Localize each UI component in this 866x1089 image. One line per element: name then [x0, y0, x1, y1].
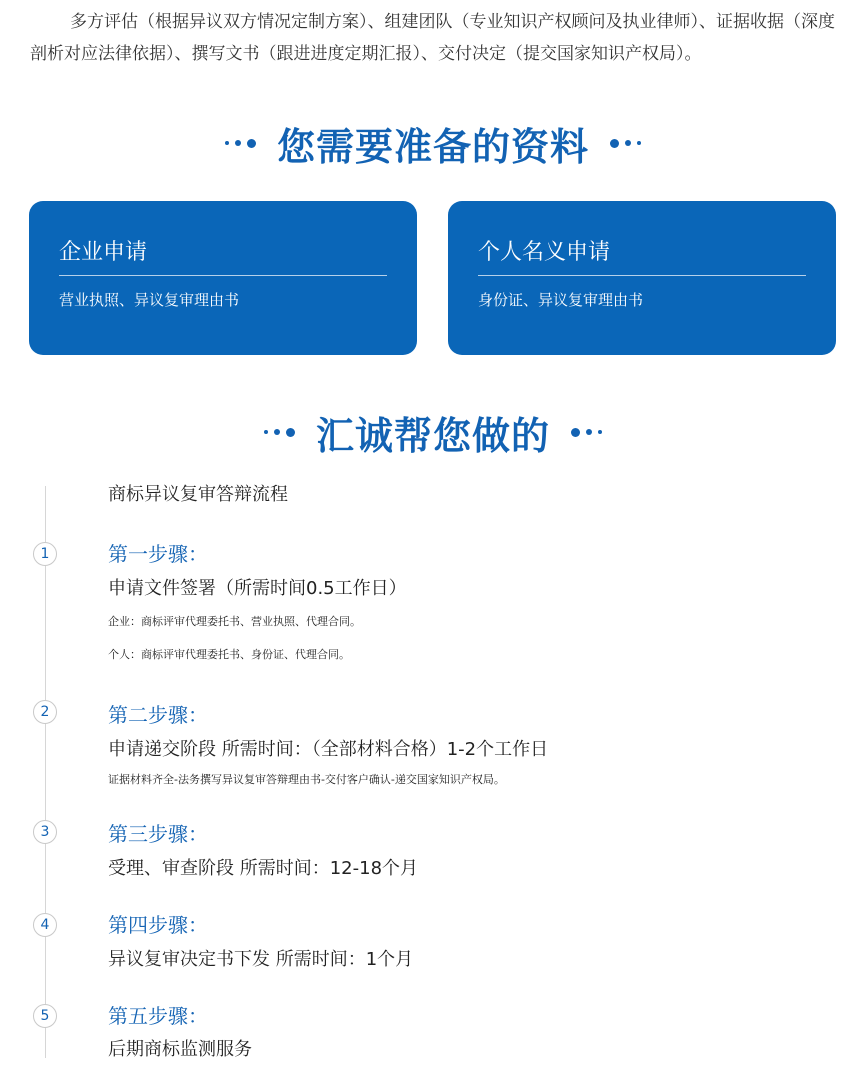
flow-title: 商标异议复审答辩流程 — [108, 484, 288, 505]
card-title: 个人名义申请 — [478, 240, 611, 265]
step-label: 第四步骤： — [108, 913, 208, 937]
timeline-line — [45, 486, 46, 1058]
step-number-badge: 4 — [33, 913, 57, 937]
step-number-badge: 3 — [33, 820, 57, 844]
intro-paragraph: 多方评估（根据异议双方情况定制方案）、组建团队（专业知识产权顾问及执业律师）、证据收据（深度剖析对应法律依据）、撰写文书（跟进进度定期汇报）、交付决定（提交国家知识产权局）。 — [30, 12, 835, 64]
dots-left-decoration — [222, 139, 259, 148]
card-enterprise — [29, 201, 417, 355]
dots-left-decoration — [261, 428, 298, 437]
step-description: 异议复审决定书下发 所需时间：1个月 — [108, 949, 414, 970]
card-desc: 身份证、异议复审理由书 — [478, 291, 644, 309]
materials-title: 您需要准备的资料 — [276, 124, 589, 169]
step-number-badge: 1 — [33, 542, 57, 566]
materials-heading — [0, 115, 866, 171]
step-note: 个人：商标评审代理委托书、身份证、代理合同。 — [108, 648, 350, 661]
step-label: 第三步骤： — [108, 822, 208, 846]
step-description: 申请文件签署（所需时间0.5工作日） — [108, 578, 407, 599]
step-description: 申请递交阶段 所需时间：（全部材料合格）1-2个工作日 — [108, 739, 549, 760]
step-label: 第二步骤： — [108, 703, 208, 727]
dots-right-decoration — [568, 428, 605, 437]
help-heading — [0, 404, 866, 460]
step-description: 受理、审查阶段 所需时间：12-18个月 — [108, 858, 419, 879]
dots-right-decoration — [607, 139, 644, 148]
help-title: 汇诚帮您做的 — [315, 413, 550, 458]
step-note: 证据材料齐全-法务撰写异议复审答辩理由书-交付客户确认-递交国家知识产权局。 — [108, 773, 505, 786]
card-title: 企业申请 — [59, 240, 148, 265]
step-number-badge: 5 — [33, 1004, 57, 1028]
card-individual — [448, 201, 836, 355]
card-divider — [478, 275, 806, 276]
card-divider — [59, 275, 387, 276]
card-desc: 营业执照、异议复审理由书 — [59, 291, 240, 309]
step-number-badge: 2 — [33, 700, 57, 724]
step-label: 第一步骤： — [108, 542, 208, 566]
step-description: 后期商标监测服务 — [108, 1039, 252, 1060]
step-note: 企业：商标评审代理委托书、营业执照、代理合同。 — [108, 615, 361, 628]
step-label: 第五步骤： — [108, 1004, 208, 1028]
